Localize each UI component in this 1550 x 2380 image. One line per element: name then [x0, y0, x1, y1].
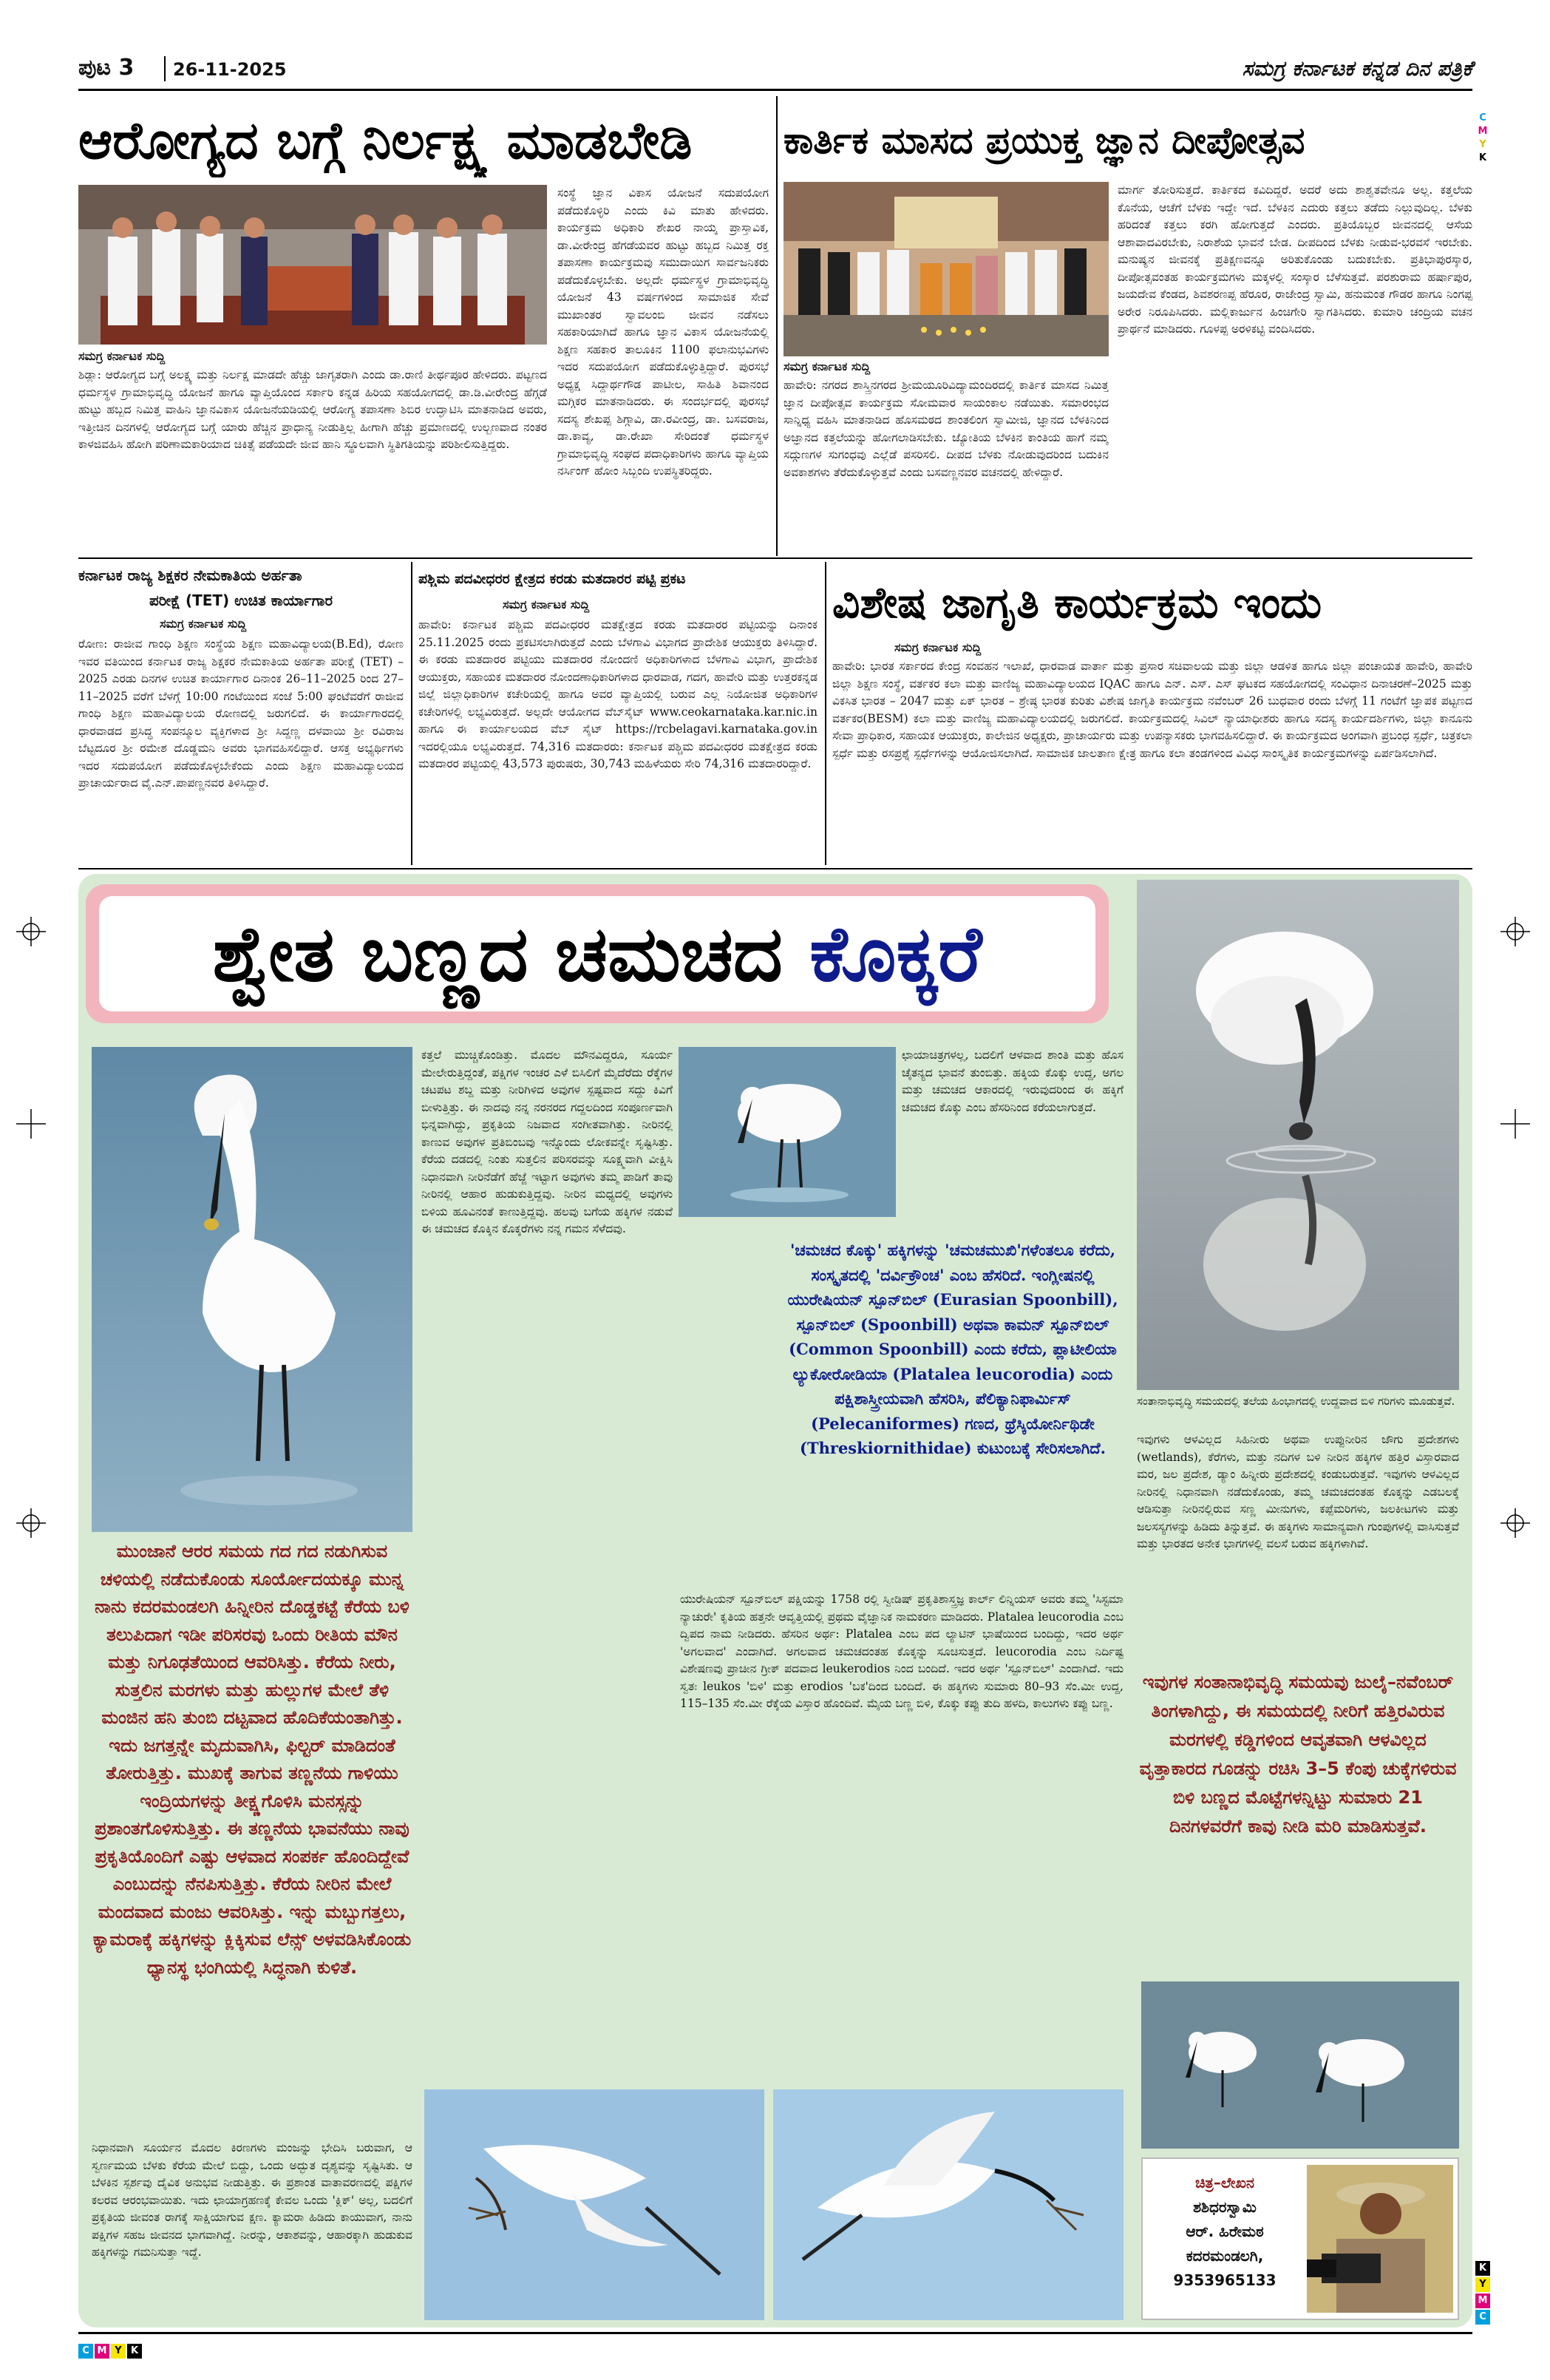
- registration-mark-icon: [16, 1109, 46, 1139]
- newspaper-tagline: ಸಮಗ್ರ ಕರ್ನಾಟಕ ಕನ್ನಡ ದಿನ ಪತ್ರಿಕೆ: [1242, 56, 1472, 81]
- masthead: [78, 53, 1472, 89]
- registration-mark-icon: [16, 1508, 46, 1538]
- photo-spoonbill-standing: [92, 1047, 412, 1532]
- feature-title-part: ಕೊಕ್ಕರೆ: [809, 909, 982, 999]
- cmyk-mark-m: M: [1475, 2293, 1490, 2308]
- feature-title: [99, 896, 1095, 1011]
- credit-text: [1149, 2171, 1301, 2293]
- feature-intro-text: ಮುಂಜಾನೆ ಆರರ ಸಮಯ ಗದ ಗದ ನಡುಗಿಸುವ ಚಳಿಯಲ್ಲಿ ನಡೆದುಕೊಂಡು ಸೂರ್ಯೋದಯಕ್ಕೂ ಮುನ್ನ ನಾನು ಕದರಮಂಡಲಗಿ ಹಿನ್ನೀರಿನ ದೊಡ್ಡಕಟ್ಟೆ ಕೆರೆಯ ಬಳಿ ತಲುಪಿದಾಗ ಇಡೀ ಪರಿಸರವು ಒಂದು ರೀತಿಯ ಮೌನ ಮತ್ತು ನಿಗೂಢತೆಯಿಂದ ಆವರಿಸಿತ್ತು. ಕೆರೆಯ ನೀರು, ಸುತ್ತಲಿನ ಮರಗಳು ಮತ್ತು ಹುಲ್ಲುಗಳ ಮೇಲೆ ತೆಳಿ ಮಂಜಿನ ಹನಿ ತುಂಬಿ ದಟ್ಟವಾದ ಹೊದಿಕೆಯಂತಾಗಿತ್ತು. ಇದು ಜಗತ್ತನ್ನೇ ಮೃದುವಾಗಿಸಿ, ಫಿಲ್ಟರ್ ಮಾಡಿದಂತೆ ತೋರುತ್ತಿತ್ತು. ಮುಖಕ್ಕೆ ತಾಗುವ ತಣ್ಣನೆಯ ಗಾಳಿಯು ಇಂದ್ರಿಯಗಳನ್ನು ತೀಕ್ಷ್ಣಗೊಳಿಸಿ ಮನಸ್ಸನ್ನು ಪ್ರಶಾಂತಗೊಳಿಸುತ್ತಿತ್ತು. ಈ ತಣ್ಣನೆಯ ಭಾವನೆಯು ನಾವು ಪ್ರಕೃತಿಯೊಂದಿಗೆ ಎಷ್ಟು ಆಳವಾದ ಸಂಪರ್ಕ ಹೊಂದಿದ್ದೇವೆ ಎಂಬುದನ್ನು ನೆನಪಿಸುತ್ತಿತ್ತು. ಕೆರೆಯ ನೀರಿನ ಮೇಲೆ ಮಂದವಾದ ಮಂಜು ಆವರಿಸಿತ್ತು. ಇನ್ನು ಮಬ್ಬುಗತ್ತಲು, ಕ್ಯಾಮರಾಕ್ಕೆ ಹಕ್ಕಿಗಳನ್ನು ಕ್ಲಿಕ್ಕಿಸುವ ಲೆನ್ಸ್ ಅಳವಡಿಸಿಕೊಂಡು ಧ್ಯಾನಸ್ಥ ಭಂಗಿಯಲ್ಲಿ ಸಿದ್ಧನಾಗಿ ಕುಳಿತೆ.: [92, 1541, 412, 1978]
- byline: ಸಮಗ್ರ ಕರ್ನಾಟಕ ಸುದ್ದಿ: [784, 359, 871, 373]
- headline-line: ಕರ್ನಾಟಕ ರಾಜ್ಯ ಶಿಕ್ಷಕರ ನೇಮಕಾತಿಯ ಅರ್ಹತಾ: [78, 566, 302, 584]
- registration-mark-icon: [1500, 1109, 1530, 1139]
- cmyk-mark-y: Y: [1475, 2277, 1490, 2292]
- page-label: ಪುಟ 3: [78, 55, 135, 81]
- cmyk-mark-m: M: [95, 2344, 109, 2359]
- feature-body-text: ಯುರೇಷಿಯನ್ ಸ್ಪೂನ್‌ಬಿಲ್ ಪಕ್ಷಿಯನ್ನು 1758 ರಲ್ಲಿ ಸ್ವೀಡಿಷ್ ಪ್ರಕೃತಿಶಾಸ್ತ್ರಜ್ಞ ಕಾರ್ಲ್ ಲಿನ್ನಿಯಸ್ ಅವರು ತಮ್ಮ 'ಸಿಸ್ಟಮಾ ನ್ಯಾಚುರೇ' ಕೃತಿಯ ಹತ್ತನೇ ಆವೃತ್ತಿಯಲ್ಲಿ ಪ್ರಥಮ ವೈಜ್ಞಾನಿಕ ನಾಮಕರಣ ಮಾಡಿದರು. Platalea leucorodia ಎಂಬ ದ್ವಿಪದ ನಾಮ ನೀಡಿದರು. ಹೆಸರಿನ ಅರ್ಥ: Platalea ಎಂಬ ಪದ ಲ್ಯಾಟಿನ್ ಭಾಷೆಯಿಂದ ಬಂದಿದ್ದು, ಇದರ ಅರ್ಥ 'ಅಗಲವಾದ' ಎಂದಾಗಿದೆ. ಅಗಲವಾದ ಚಮಚದಂತಹ ಕೊಕ್ಕನ್ನು ಸೂಚಿಸುತ್ತದೆ. leucorodia ಎಂಬ ನಿರ್ದಿಷ್ಟ ವಿಶೇಷಣವು ಪ್ರಾಚೀನ ಗ್ರೀಕ್ ಪದವಾದ leukerodios ನಿಂದ ಬಂದಿದೆ. ಇದರ ಅರ್ಥ 'ಸ್ಪೂನ್‌ಬಿಲ್' ಎಂದಾಗಿದೆ. ಇದು ಸ್ವತಃ leukos 'ಬಿಳಿ' ಮತ್ತು erodios 'ಬಕ'ದಿಂದ ಬಂದಿದೆ. ಈ ಹಕ್ಕಿಗಳು ಸುಮಾರು 80–93 ಸೆಂ.ಮೀ ಉದ್ದ, 115–135 ಸೆಂ.ಮೀ ರೆಕ್ಕೆಯ ವಿಸ್ತಾರ ಹೊಂದಿವೆ. ಮೈಯ ಬಣ್ಣ ಬಿಳಿ, ಕೊಕ್ಕು ಕಪ್ಪು ತುದಿ ಹಳದಿ, ಕಾಲುಗಳು ಕಪ್ಪು ಬಣ್ಣ.: [680, 1593, 1124, 1710]
- headline-line: ಪರೀಕ್ಷೆ (TET) ಉಚಿತ ಕಾರ್ಯಾಗಾರ: [149, 591, 333, 609]
- headline-awareness: ವಿಶೇಷ ಜಾಗೃತಿ ಕಾರ್ಯಕ್ರಮ ಇಂದು: [832, 577, 1322, 628]
- credit-name: ಆರ್. ಹಿರೇಮಠ: [1186, 2223, 1264, 2240]
- cmyk-mark-y: Y: [1479, 139, 1486, 150]
- cmyk-mark-k: K: [1475, 2261, 1490, 2276]
- cmyk-mark-c: C: [78, 2344, 93, 2359]
- credit-place: ಕದರಮಂಡಲಗಿ,: [1186, 2247, 1264, 2265]
- byline: ಸಮಗ್ರ ಕರ್ನಾಟಕ ಸುದ್ದಿ: [894, 640, 982, 654]
- photo-spoonbill-flying: [424, 2089, 764, 2320]
- credit-box: [1141, 2157, 1459, 2320]
- registration-mark-icon: [1500, 917, 1530, 946]
- feature-body-text: ಕತ್ತಲೆ ಮುಚ್ಚಿಕೊಂಡಿತ್ತು. ಮೊದಲ ಮೌನವಿದ್ದರೂ, ಸೂರ್ಯ ಮೇಲೇರುತ್ತಿದ್ದಂತೆ, ಪಕ್ಷಿಗಳ ಇಂಚರ ಎಳೆ ಬಿಸಿಲಿಗೆ ಮೈದೆರೆದು ರೆಕ್ಕೆಗಳ ಚಟಪಟ ಶಬ್ದ ಮತ್ತು ನೀರಿಗಿಳಿದ ಅವುಗಳ ಸ್ಪಷ್ಟವಾದ ಸದ್ದು ಕಿವಿಗೆ ಬೀಳುತ್ತಿತ್ತು. ಈ ನಾದವು ನನ್ನ ನರನರದ ಗದ್ದಲದಿಂದ ಸಂಪೂರ್ಣವಾಗಿ ಭಿನ್ನವಾಗಿದ್ದು, ಪ್ರಕೃತಿಯ ನಿಜವಾದ ಸಂಗೀತವಾಗಿತ್ತು. ನೀರಿನಲ್ಲಿ ಕಾಣುವ ಅವುಗಳ ಪ್ರತಿಬಿಂಬವು ಇನ್ನೊಂದು ಲೋಕವನ್ನೇ ಸೃಷ್ಟಿಸಿತ್ತು. ಕೆರೆಯ ದಡದಲ್ಲಿ ನಿಂತು ಸುತ್ತಲಿನ ಪರಿಸರವನ್ನು ಸೂಕ್ಷ್ಮವಾಗಿ ವೀಕ್ಷಿಸಿ ನಿಧಾನವಾಗಿ ನೀರಿನೆಡೆಗೆ ಹೆಜ್ಜೆ ಇಟ್ಟಾಗ ಅವುಗಳು ತಮ್ಮ ಪಾಡಿಗೆ ತಾವು ನೀರಿನಲ್ಲಿ ಆಹಾರ ಹುಡುಕುತ್ತಿದ್ದವು. ನೀರಿನ ಮಧ್ಯದಲ್ಲಿ ಅವುಗಳು ಬಿಳಿಯ ಹೂವಿನಂತೆ ಕಾಣುತ್ತಿದ್ದವು. ಹಲವು ಬಗೆಯ ಹಕ್ಕಿಗಳ ನಡುವೆ ಈ ಚಮಚದ ಕೊಕ್ಕಿನ ಕೊಕ್ಕರೆಗಳು ನನ್ನ ಗಮನ ಸೆಳೆದವು.: [421, 1048, 673, 1235]
- article-body: ಶಿಡ್ಲಾ: ಆರೋಗ್ಯದ ಬಗ್ಗೆ ಅಲಕ್ಷ್ಯ ಮತ್ತು ನಿರ್ಲಕ್ಷ ಮಾಡದೇ ಹೆಚ್ಚು ಜಾಗೃತರಾಗಿ ಎಂದು ಡಾ.ರಾಣಿ ತೀರ್ಥಪೂರ ಹೇಳಿದರು. ಪಟ್ಟಣದ ಧರ್ಮಸ್ಥಳ ಗ್ರಾಮಾಭಿವೃದ್ಧಿ ಯೋಜನೆ ಹಾಗೂ ವ್ಯಾಪ್ತಿಯೊಂದ ಸರ್ಕಾರಿ ಕನ್ನಡ ಹಿರಿಯ ಸಹಯೋಗದಲ್ಲಿ ಡಾ.ಡಿ.ವೀರೇಂದ್ರ ಹೆಗ್ಗಡೆ ಹುಟ್ಟು ಹಬ್ಬದ ನಿಮಿತ್ತ ವಾಹಿನಿ ಜ್ಞಾನವಿಕಾಸ ಯೋಜನೆಯಡಿಯಲ್ಲಿ ಆರೋಗ್ಯ ತಪಾಸಣಾ ಶಿಬಿರ ಉದ್ಘಾಟಿಸಿ ಮಾತನಾಡಿದ ಅವರು, ಇತ್ತೀಚಿನ ದಿನಗಳಲ್ಲಿ ಆರೋಗ್ಯದ ಬಗ್ಗೆ ಯಾರು ಹೆಚ್ಚಿನ ಪ್ರಾಧಾನ್ಯ ನೀಡುತ್ತಿಲ್ಲ ಹೀಗಾಗಿ ಹೆಚ್ಚು ಪ್ರಮಾಣದಲ್ಲಿ ಉಲ್ಬಣವಾದ ನಂತರ ಕಾಳಜಿವಹಿಸಿ ಹೋಗಿ ಪರಿಣಾಮಕಾರಿಯಾದ ಚಿಕಿತ್ಸೆ ಪಡೆಯದೇ ಜೀವ ಹಾನಿ ಸ್ಥೂಲವಾಗಿ ಸ್ಥಿತಿಗತಿಯನ್ನು ಪರಿಶೀಲಿಸುತ್ತಿದ್ದರು.: [78, 368, 547, 451]
- photo-spoonbill-wading: [679, 1047, 896, 1217]
- credit-phone: 9353965133: [1173, 2271, 1277, 2289]
- headline-deepotsava: ಕಾರ್ತಿಕ ಮಾಸದ ಪ್ರಯುಕ್ತ ಜ್ಞಾನ ದೀಪೋತ್ಸವ: [784, 119, 1305, 162]
- feature-names-block: 'ಚಮಚದ ಕೊಕ್ಕು' ಹಕ್ಕಿಗಳನ್ನು 'ಚಮಚಮುಖಿ'ಗಳೆಂತಲೂ ಕರೆದು, ಸಂಸ್ಕೃತದಲ್ಲಿ 'ದರ್ವಿಕ್ರೌಂಚ' ಎಂಬ ಹೆಸರಿದೆ. ಇಂಗ್ಲೀಷನಲ್ಲಿ ಯುರೇಷಿಯನ್ ಸ್ಪೂನ್‌ಬಿಲ್ (Eurasian Spoonbill), ಸ್ಪೂನ್‌ಬಿಲ್ (Spoonbill) ಅಥವಾ ಕಾಮನ್ ಸ್ಪೂನ್‌ಬಿಲ್ (Common Spoonbill) ಎಂದು ಕರೆದು, ಪ್ಲಾಟೀಲಿಯಾ ಲ್ಯುಕೋರೋಡಿಯಾ (Platalea leucorodia) ಎಂದು ಪಕ್ಷಿಶಾಸ್ತ್ರೀಯವಾಗಿ ಹೆಸರಿಸಿ, ಪೆಲಿಕ್ಯಾನಿಫಾರ್ಮಿಸ್ (Pelecaniformes) ಗಣದ, ಥ್ರೆಸ್ಕಿಯೋರ್ನಿಥಿಡೇ (Threskiornithidae) ಕುಟುಂಬಕ್ಕೆ ಸೇರಿಸಲಾಗಿದೆ.: [787, 1241, 1118, 1457]
- article-body: ಹಾವೇರಿ: ನಗರದ ಶಾಸ್ತ್ರಿನಗರದ ಶ್ರೀಮಯೂರಿವಿದ್ಯಾಮಂದಿರದಲ್ಲಿ ಕಾರ್ತಿಕ ಮಾಸದ ನಿಮಿತ್ತ ಜ್ಞಾನ ದೀಪೋತ್ಸವ ಕಾರ್ಯಕ್ರಮ ಸೋಮವಾರ ಸಾಯಂಕಾಲ ನಡೆಯಿತು. ಸಮಾರಂಭದ ಸಾನ್ನಿಧ್ಯ ವಹಿಸಿ ಮಾತನಾಡಿದ ಹೊಸಮಠದ ಶಾಂತಲಿಂಗ ಸ್ವಾಮೀಜಿ, ಜ್ಞಾನದ ಬೆಳಕಿನಿಂದ ಅಜ್ಞಾನದ ಕತ್ತಲೆಯನ್ನು ಹೋಗಲಾಡಿಸಬೇಕು. ಜ್ಯೋತಿಯ ಬೆಳಕಿನ ಕಾಂತಿಯ ಹಾಗೆ ನಮ್ಮ ಸದ್ಗುಣಗಳ ಸುಗಂಧವು ಎಲ್ಲೆಡೆ ಪಸರಿಸಲಿ. ದೀಪದ ಬೆಳಕು ನೋಡುವುದರಿಂದ ಬದುಕಿನ ಅವಕಾಶಗಳು ತೆರೆದುಕೊಳ್ಳುತ್ತವೆ ಎಂದು ಬಸವಣ್ಣನವರ ವಚನದಲ್ಲಿ ಹೇಳಿದ್ದಾರೆ.: [784, 379, 1109, 479]
- photo-spoonbills-pair: [1141, 1981, 1459, 2149]
- byline: ಸಮಗ್ರ ಕರ್ನಾಟಕ ಸುದ್ದಿ: [503, 597, 590, 611]
- credit-label: ಚಿತ್ರ–ಲೇಖನ: [1194, 2174, 1255, 2191]
- photo-health-camp: [78, 185, 547, 345]
- article-body: ರೋಣ: ರಾಜೀವ ಗಾಂಧಿ ಶಿಕ್ಷಣ ಸಂಸ್ಥೆಯ ಶಿಕ್ಷಣ ಮಹಾವಿದ್ಯಾಲಯ(B.Ed), ರೋಣ ಇವರ ವತಿಯಿಂದ ಕರ್ನಾಟಕ ರಾಜ್ಯ ಶಿಕ್ಷಕರ ನೇಮಕಾತಿಯ ಅರ್ಹತಾ ಪರೀಕ್ಷೆ (TET) – 2025 ಎರಡು ದಿನಗಳ ಉಚಿತ ಕಾರ್ಯಾಗಾರ ದಿನಾಂಕ 26–11–2025 ರಿಂದ 27–11–2025 ವರೆಗೆ ಬೆಳಗ್ಗೆ 10:00 ಗಂಟೆಯಿಂದ ಸಂಜೆ 5:00 ಘಂಟೆವರೆಗೆ ರಾಜೀವ ಗಾಂಧಿ ಶಿಕ್ಷಣ ಮಹಾವಿದ್ಯಾಲಯ ರೋಣದಲ್ಲಿ ಜರುಗಲಿದೆ. ಈ ಕಾರ್ಯಾಗಾರದಲ್ಲಿ ಧಾರವಾಡದ ಪ್ರಸಿದ್ಧ ಸಂಪನ್ಮೂಲ ವ್ಯಕ್ತಿಗಳಾದ ಶ್ರೀ ಸಿದ್ದಣ್ಣ ದಳವಾಯಿ ಶ್ರೀ ರವಿರಾಜ ಬೆಟ್ಟದೂರ ಶ್ರೀ ರಮೇಶ ದೊಡ್ಡಮನಿ ಅವರು ಭಾಗವಹಿಸಲಿದ್ದಾರೆ. ಆಸಕ್ತ ಅಭ್ಯರ್ಥಿಗಳು ಇದರ ಸದುಪಯೋಗ ಪಡೆದುಕೊಳ್ಳಬೇಕೆಂದು ಎಂದು ಶಿಕ್ಷಣ ಮಹಾವಿದ್ಯಾಲಯದ ಪ್ರಾಚಾರ್ಯರಾದ ವೈ.ಎನ್.ಪಾಪಣ್ಣನವರ ತಿಳಿಸಿದ್ದಾರೆ.: [78, 637, 404, 790]
- credit-name: ಶಶಿಧರಸ್ವಾಮಿ: [1193, 2198, 1257, 2216]
- headline-health: ಆರೋಗ್ಯದ ಬಗ್ಗೆ ನಿರ್ಲಕ್ಷ್ಯ ಮಾಡಬೇಡಿ: [78, 110, 693, 171]
- feature-body-text: ನಿಧಾನವಾಗಿ ಸೂರ್ಯನ ಮೊದಲ ಕಿರಣಗಳು ಮಂಜನ್ನು ಭೇದಿಸಿ ಬರುವಾಗ, ಆ ಸ್ವರ್ಣಮಯ ಬೆಳಕು ಕೆರೆಯ ಮೇಲೆ ಬಿದ್ದು, ಒಂದು ಅದ್ಭುತ ದೃಶ್ಯವನ್ನು ಸೃಷ್ಟಿಸಿತು. ಆ ಬೆಳಕಿನ ಸ್ಪರ್ಶವು ದೈವಿಕ ಅನುಭವ ನೀಡುತ್ತಿತ್ತು. ಈ ಪ್ರಶಾಂತ ವಾತಾವರಣದಲ್ಲಿ ಪಕ್ಷಿಗಳ ಕಲರವ ಆರಂಭವಾಯಿತು. ಇದು ಛಾಯಾಗ್ರಹಣಕ್ಕೆ ಕೇವಲ ಒಂದು 'ಕ್ಲಿಕ್' ಅಲ್ಲ, ಬದಲಿಗೆ ಪ್ರಕೃತಿಯ ಜೀವಂತ ರಾಗಕ್ಕೆ ಸಾಕ್ಷಿಯಾಗುವ ಕ್ಷಣ. ಕ್ಯಾಮರಾ ಹಿಡಿದು ಕಾಯುವಾಗ, ನಾನು ಪಕ್ಷಿಗಳ ಸಹಜ ಜೀವನದ ಭಾಗವಾಗಿದ್ದೆ. ನೀರನ್ನು, ಆಕಾಶವನ್ನು, ಆಹಾರಕ್ಕಾಗಿ ಹುಡುಕುವ ಹಕ್ಕಿಗಳನ್ನು ಗಮನಿಸುತ್ತಾ ಇದ್ದೆ.: [92, 2141, 412, 2259]
- cmyk-mark-k: K: [127, 2344, 142, 2359]
- feature-body-text: ಇವುಗಳು ಆಳವಿಲ್ಲದ ಸಿಹಿನೀರು ಅಥವಾ ಉಪ್ಪುನೀರಿನ ಜೌಗು ಪ್ರದೇಶಗಳು (wetlands), ಕೆರೆಗಳು, ಮತ್ತು ನದಿಗಳ ಬಳಿ ನೀರಿನ ಹಕ್ಕಿಗಳ ಹತ್ತಿರ ವಿಸ್ತಾರವಾದ ಮರ, ಜಲ ಪ್ರದೇಶ, ಡ್ಯಾಂ ಹಿನ್ನೀರು ಪ್ರದೇಶದಲ್ಲಿ ಕಂಡುಬರುತ್ತವೆ. ಇವುಗಳು ಆಳವಿಲ್ಲದ ನೀರಿನಲ್ಲಿ ನಿಧಾನವಾಗಿ ನಡೆದುಕೊಂಡು, ತಮ್ಮ ಚಮಚದಂತಹ ಕೊಕ್ಕನ್ನು ಎಡಬಲಕ್ಕೆ ಆಡಿಸುತ್ತಾ ನೀರಿನಲ್ಲಿರುವ ಸಣ್ಣ ಮೀನುಗಳು, ಕಪ್ಪೆಮರಿಗಳು, ಜಲಕೀಟಗಳು ಮತ್ತು ಜಲಸಸ್ಯಗಳನ್ನು ಹಿಡಿದು ತಿನ್ನುತ್ತವೆ. ಈ ಹಕ್ಕಿಗಳು ಸಾಮಾನ್ಯವಾಗಿ ಗುಂಪುಗಳಲ್ಲಿ ವಾಸಿಸುತ್ತವೆ ಮತ್ತು ಭಾರತದ ಅನೇಕ ಭಾಗಗಳಲ್ಲಿ ವಲಸೆ ಬರುವ ಹಕ್ಕಿಗಳಾಗಿವೆ.: [1137, 1433, 1459, 1550]
- cmyk-mark-k: K: [1478, 152, 1487, 163]
- headline-voters-list: ಪಶ್ಚಿಮ ಪದವೀಧರರ ಕ್ಷೇತ್ರದ ಕರಡು ಮತದಾರರ ಪಟ್ಟಿ ಪ್ರಕಟ: [418, 571, 686, 587]
- cmyk-mark-m: M: [1478, 126, 1488, 137]
- feature-breeding-text: ಇವುಗಳ ಸಂತಾನಾಭಿವೃದ್ಧಿ ಸಮಯವು ಜುಲೈ–ನವೆಂಬರ್ ತಿಂಗಳಾಗಿದ್ದು, ಈ ಸಮಯದಲ್ಲಿ ನೀರಿಗೆ ಹತ್ತಿರವಿರುವ ಮರಗಳಲ್ಲಿ ಕಡ್ಡಿಗಳಿಂದ ಆವೃತವಾಗಿ ಆಳವಿಲ್ಲದ ವೃತ್ತಾಕಾರದ ಗೂಡನ್ನು ರಚಿಸಿ 3–5 ಕೆಂಪು ಚುಕ್ಕೆಗಳಿರುವ ಬಿಳಿ ಬಣ್ಣದ ಮೊಟ್ಟೆಗಳನ್ನಿಟ್ಟು ಸುಮಾರು 21 ದಿನಗಳವರೆಗೆ ಕಾವು ನೀಡಿ ಮರಿ ಮಾಡಿಸುತ್ತವೆ.: [1139, 1672, 1457, 1837]
- byline: ಸಮಗ್ರ ಕರ್ನಾಟಕ ಸುದ್ದಿ: [160, 617, 247, 631]
- photo-author: [1307, 2165, 1453, 2313]
- cmyk-mark-y: Y: [111, 2344, 126, 2359]
- cmyk-mark-c: C: [1475, 2310, 1490, 2325]
- feature-body-text: ಛಾಯಾಚಿತ್ರಗಳಲ್ಲ, ಬದಲಿಗೆ ಆಳವಾದ ಶಾಂತಿ ಮತ್ತು ಹೊಸ ಚೈತನ್ಯದ ಭಾವನೆ ತುಂಬಿತ್ತು. ಹಕ್ಕಿಯ ಕೊಕ್ಕು ಉದ್ದ, ಅಗಲ ಮತ್ತು ಚಮಚದ ಆಕಾರದಲ್ಲಿ ಇರುವುದರಿಂದ ಈ ಹಕ್ಕಿಗೆ ಚಮಚದ ಕೊಕ್ಕು ಎಂಬ ಹೆಸರಿನಿಂದ ಕರೆಯಲಾಗುತ್ತದೆ.: [902, 1048, 1124, 1114]
- article-body: ಹಾವೇರಿ: ಭಾರತ ಸರ್ಕಾರದ ಕೇಂದ್ರ ಸಂವಹನ ಇಲಾಖೆ, ಧಾರವಾಡ ವಾರ್ತಾ ಮತ್ತು ಪ್ರಸಾರ ಸಚಿವಾಲಯ ಮತ್ತು ಜಿಲ್ಲಾ ಆಡಳಿತ ಹಾಗೂ ಜಿಲ್ಲಾ ಪಂಚಾಯತ ಹಾವೇರಿ, ಹಾವೇರಿ ಜಿಲ್ಲಾ ಶಿಕ್ಷಣ ಸಂಸ್ಥೆ, ವರ್ತಕರ ಕಲಾ ಮತ್ತು ವಾಣಿಜ್ಯ ಮಹಾವಿದ್ಯಾಲಯದ IQAC ಹಾಗೂ ಎನ್. ಎಸ್. ಎಸ್ ಘಟಕದ ಸಹಯೋಗದಲ್ಲಿ ಸಂವಿಧಾನ ದಿನಾಚರಣೆ–2025 ಮತ್ತು ವಿಕಸಿತ ಭಾರತ – 2047 ಮತ್ತು ಏಕ್ ಭಾರತ – ಶ್ರೇಷ್ಠ ಭಾರತ ಕುರಿತು ವಿಶೇಷ ಜಾಗೃತಿ ಕಾರ್ಯಕ್ರಮ ನವೆಂಬರ್ 26 ಬುಧವಾರ ರಂದು ಬೆಳಗ್ಗೆ 11 ಗಂಟೆಗೆ ಜ್ಞಾಪಕ ಪಟ್ಟಣದ ವರ್ತಕರ(BESM) ಕಲಾ ಮತ್ತು ವಾಣಿಜ್ಯ ಮಹಾವಿದ್ಯಾಲಯದಲ್ಲಿ ಜರುಗಲಿದೆ. ಕಾರ್ಯಕ್ರಮದಲ್ಲಿ ಸಿವಿಲ್ ನ್ಯಾಯಾಧೀಶರು ಹಾಗೂ ಸದಸ್ಯ ಕಾರ್ಯದರ್ಶಿಗಳು, ಜಿಲ್ಲಾ ಕಾನೂನು ಸೇವಾ ಪ್ರಾಧಿಕಾರ, ಸಹಾಯಕ ಆಯುಕ್ತರು, ಕಾಲೇಜಿನ ಅಧ್ಯಕ್ಷರು, ಪ್ರಾಚಾರ್ಯರು ಮತ್ತು ಉಪನ್ಯಾಸಕರು ಭಾಗವಹಿಸಲಿದ್ದಾರೆ. ಈ ಕಾರ್ಯಕ್ರಮದ ಅಂಗವಾಗಿ ಪ್ರಬಂಧ ಸ್ಪರ್ಧೆ, ಚಿತ್ರಕಲಾ ಸ್ಪರ್ಧೆ ಮತ್ತು ರಸಪ್ರಶ್ನೆ ಸ್ಪರ್ಧೆಗಳನ್ನು ಆಯೋಜಿಸಲಾಗಿದೆ. ಸಾಮಾಜಿಕ ಜಾಲತಾಣ ಕ್ಷೇತ್ರ ಹಾಗೂ ಕಲಾ ತಂಡಗಳಿಂದ ವಿವಿಧ ಸಾಂಸ್ಕೃತಿಕ ಕಾರ್ಯಕ್ರಮಗಳನ್ನು ಏರ್ಪಡಿಸಲಾಗಿದೆ.: [832, 660, 1472, 760]
- photo-deepotsava: [784, 182, 1109, 356]
- article-body: ಸಂಸ್ಥೆ ಜ್ಞಾನ ವಿಕಾಸ ಯೋಜನೆ ಸದುಪಯೋಗ ಪಡೆದುಕೊಳ್ಳಿರಿ ಎಂದು ಕಿವಿ ಮಾತು ಹೇಳಿದರು. ಕಾರ್ಯಕ್ರಮ ಅಧಿಕಾರಿ ಶೇಖರ ನಾಯ್ಕ ಪ್ರಾಸ್ತಾವಿಕ, ಡಾ.ವೀರೇಂದ್ರ ಹೆಗಡೆಯವರ ಹುಟ್ಟು ಹಬ್ಬದ ನಿಮಿತ್ತ ರಕ್ತ ತಪಾಸಣಾ ಕಾರ್ಯಕ್ರಮವು ಸಮುದಾಯಿಗ ಸಾರ್ವಜನಿಕರು ಪಡೆದುಕೊಳ್ಳಬೇಕು. ಅಲ್ಲದೇ ಧರ್ಮಸ್ಥಳ ಗ್ರಾಮಾಭಿವೃದ್ಧಿ ಯೋಜನೆ 43 ವರ್ಷಗಳಿಂದ ಸಾಮಾಜಿಕ ಸೇವೆ ಮುಖಾಂತರ ಸ್ವಾವಲಂಬಿ ಜೀವನ ನಡೆಸಲು ಸಹಕಾರಿಯಾಗಿದೆ ಹಾಗೂ ಜ್ಞಾನ ವಿಕಾಸ ಯೋಜನೆಯಲ್ಲಿ ಶಿಕ್ಷಣ ಸಹಕಾರ ತಾಲೂಕಿನ 1100 ಫಲಾನುಭವಿಗಳು ಇದರ ಸದುಪಯೋಗ ಪಡೆದುಕೊಳ್ಳುತ್ತಿದ್ದಾರೆ. ಪುರಸಭೆ ಅಧ್ಯಕ್ಷ ಸಿದ್ದಾರ್ಥಗೌಡ ಪಾಟೀಲ, ಸಾಹಿತಿ ಶಿವಾನಂದ ಮಗ್ಗಿಕರ ಮಾತನಾಡಿದರು. ಈ ಸಂದರ್ಭದಲ್ಲಿ ಪುರಸಭೆ ಸದಸ್ಯ ಶೇಖಪ್ಪ ಶಿಗ್ಗಾವಿ, ಡಾ.ರವೀಂದ್ರ, ಡಾ. ಬಸವರಾಜ, ಡಾ.ಕಾವ್ಯ, ಡಾ.ರೇಖಾ ಸೇರಿದಂತೆ ಧರ್ಮಸ್ಥಳ ಗ್ರಾಮಾಭಿವೃದ್ಧಿ ಸಂಘದ ಪದಾಧಿಕಾರಿಗಳು ಹಾಗೂ ವ್ಯಾಪ್ತಿಯ ನರ್ಸಿಂಗ್ ಹೋಂ ಸಿಬ್ಬಂದಿ ಉಪಸ್ಥಿತರಿದ್ದರು.: [557, 186, 769, 478]
- feature-title-part: ಶ್ವೇತ ಬಣ್ಣದ ಚಮಚದ: [212, 909, 783, 999]
- cmyk-mark-c: C: [1479, 112, 1486, 123]
- registration-mark-icon: [16, 917, 46, 946]
- byline: ಸಮಗ್ರ ಕರ್ನಾಟಕ ಸುದ್ದಿ: [78, 349, 166, 363]
- headline-tet: [78, 566, 404, 609]
- page-date: 26-11-2025: [173, 59, 287, 80]
- photo-caption: ಸಂತಾನಾಭಿವೃದ್ಧಿ ಸಮಯದಲ್ಲಿ ತಲೆಯ ಹಿಂಭಾಗದಲ್ಲಿ ಉದ್ದವಾದ ಬಿಳಿ ಗರಿಗಳು ಮೂಡುತ್ತವೆ.: [1137, 1394, 1455, 1408]
- article-body: ಹಾವೇರಿ: ಕರ್ನಾಟಕ ಪಶ್ಚಿಮ ಪದವೀಧರರ ಮತಕ್ಷೇತ್ರದ ಕರಡು ಮತದಾರರ ಪಟ್ಟಿಯನ್ನು ದಿನಾಂಕ 25.11.2025 ರಂದು ಪ್ರಕಟಿಸಲಾಗಿರುತ್ತದೆ ಎಂದು ಬೆಳಗಾವಿ ವಿಭಾಗದ ಪ್ರಾದೇಶಿಕ ಆಯುಕ್ತರು ತಿಳಿಸಿದ್ದಾರೆ. ಈ ಕರಡು ಮತದಾರರ ಪಟ್ಟಿಯು ಮತದಾರರ ನೋಂದಣಿ ಅಧಿಕಾರಿಗಳಾದ ಬೆಳಗಾವಿ ವಿಭಾಗ, ಪ್ರಾದೇಶಿಕ ಆಯುಕ್ತರು, ಸಹಾಯಕ ಮತದಾರರ ನೋಂದಣಾಧಿಕಾರಿಗಳಾದ ಧಾರವಾಡ, ಗದಗ, ಹಾವೇರಿ ಮತ್ತು ಉತ್ತರಕನ್ನಡ ಜಿಲ್ಲೆ ಜಿಲ್ಲಾಧಿಕಾರಿಗಳ ಕಚೇರಿಯಲ್ಲಿ ಹಾಗೂ ಅವರ ವ್ಯಾಪ್ತಿಯಲ್ಲಿ ಬರುವ ಎಲ್ಲ ನಿಯೋಜಿತ ಅಧಿಕಾರಿಗಳ ಕಚೇರಿಗಳಲ್ಲಿ ಲಭ್ಯವಿರುತ್ತದೆ. ಅಲ್ಲದೇ ಆಯೋಗದ ವೆಬ್‌ಸೈಟ್ www.ceokarnataka.kar.nic.in ಹಾಗೂ ಈ ಕಾರ್ಯಾಲಯದ ವೆಬ್ ಸೈಟ್ https://rcbelagavi.karnataka.gov.in ಇದರಲ್ಲಿಯೂ ಲಭ್ಯವಿರುತ್ತದೆ. 74,316 ಮತದಾರರು: ಕರ್ನಾಟಕ ಪಶ್ಚಿಮ ಪದವೀಧರರ ಮತಕ್ಷೇತ್ರದ ಕರಡು ಮತದಾರರ ಪಟ್ಟಿಯಲ್ಲಿ 43,573 ಪುರುಷರು, 30,743 ಮಹಿಳೆಯರು ಸೇರಿ 74,316 ಮತದಾರರಿದ್ದಾರೆ.: [418, 618, 818, 770]
- photo-spoonbill-feeding: [1137, 880, 1459, 1390]
- photo-spoonbill-flying: [773, 2089, 1124, 2320]
- registration-mark-icon: [1500, 1508, 1530, 1538]
- article-body: ಮಾರ್ಗ ತೋರಿಸುತ್ತದೆ. ಕಾರ್ತಿಕದ ಕವಿದಿದ್ದರೆ. ಅದರೆ ಅದು ಶಾಶ್ವತವೇನೂ ಅಲ್ಲ. ಕತ್ತಲೆಯ ಕೊನೆಯ, ಆಚೆಗೆ ಬೆಳಕು ಇದ್ದೇ ಇದೆ. ಬೆಳಕಿನ ಎದುರು ಕತ್ತಲು ತಡೆದು ನಿಲ್ಲುವುದಿಲ್ಲ. ಬೆಳಕು ಹರಿದಂತೆ ಕತ್ತಲು ಕರಗಿ ಹೋಗುತ್ತದೆ ಎಂದರು. ಪ್ರತಿಯೊಬ್ಬರ ಜೀವನದಲ್ಲಿ ಆಸೆಯ ಆಶಾವಾದವಿರಬೇಕು, ನಿರಾಶೆಯ ಭಾವನೆ ಬೇಡ. ದೀಪದಿಂದ ಬೆಳಕು ನೀಡುವ-ಭರವಸೆ ಇರಬೇಕು. ಮನುಷ್ಯನ ಜೀವನಕ್ಕೆ ಪ್ರತಿಕ್ಷಣವನ್ನೂ ಅರಿತುಕೊಂಡು ಬದುಕಬೇಕು. ಪ್ರತಿಭಾಪುರಸ್ಕಾರ, ದೀಪೋತ್ಸವಂತಹ ಕಾರ್ಯಕ್ರಮಗಳು ಮಕ್ಕಳಲ್ಲಿ ಸಂಸ್ಕಾರ ಬೆಳೆಸುತ್ತವೆ. ಪರಶುರಾಮ ಹರ್ಷಾಪುರ, ಜಯದೇವ ಕೆಂಡದ, ಶಿವಶರಣಪ್ಪ ಹೆರೂರ, ರಾಜೇಂದ್ರ ಸ್ವಾಮಿ, ಹನುಮಂತ ಗೌಡರ ಹಾಗೂ ನಿಂಗಪ್ಪ ಅರೇರ ನಿರೂಪಿಸಿದರು. ಮಲ್ಲಿಕಾರ್ಜುನ ಹಿಂಚಿಗೇರಿ ಸ್ವಾಗತಿಸಿದರು. ಕುಮಾರಿ ಚಂದ್ರಿಯ ವಚನ ಪ್ರಾರ್ಥನೆ ಮಾಡಿದರು. ಗೂಳಪ್ಪ ಅರಳಿಕಟ್ಟಿ ವಂದಿಸಿದರು.: [1118, 183, 1472, 336]
